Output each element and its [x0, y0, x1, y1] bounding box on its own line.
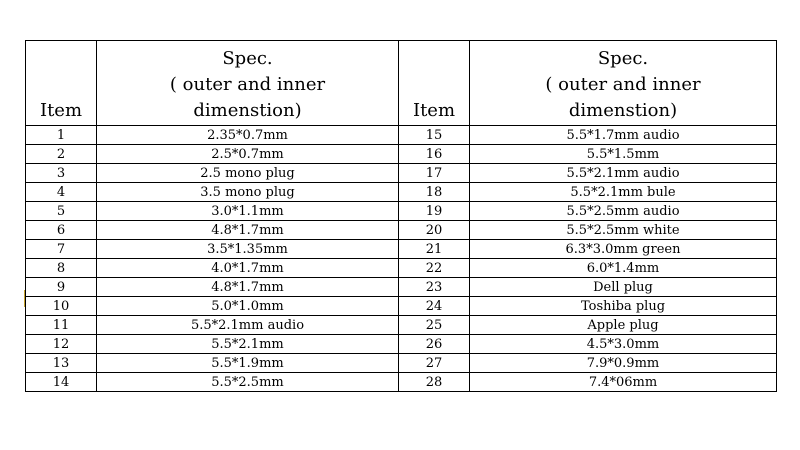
item-cell: 23	[399, 278, 470, 297]
item-cell: 4	[26, 183, 97, 202]
spec-cell: 5.5*2.1mm	[97, 335, 399, 354]
header-spec-line: ( outer and inner	[545, 74, 701, 95]
header-spec-line: ( outer and inner	[169, 74, 326, 95]
spec-cell: 3.0*1.1mm	[97, 202, 399, 221]
spec-cell: 2.5 mono plug	[97, 164, 399, 183]
table-row	[26, 316, 777, 335]
header-spec-line: Spec.	[222, 48, 273, 69]
spec-cell: 5.5*1.7mm audio	[470, 126, 777, 145]
spec-cell: 5.5*2.1mm audio	[470, 164, 777, 183]
item-cell: 5	[26, 202, 97, 221]
table-row	[26, 183, 777, 202]
spec-cell: 2.35*0.7mm	[97, 126, 399, 145]
spec-cell: 5.0*1.0mm	[97, 297, 399, 316]
item-cell: 24	[399, 297, 470, 316]
spec-cell: 4.0*1.7mm	[97, 259, 399, 278]
table-row	[26, 354, 777, 373]
spec-cell: Toshiba plug	[470, 297, 777, 316]
table-row	[26, 202, 777, 221]
table-row	[26, 126, 777, 145]
spec-cell: 5.5*2.5mm audio	[470, 202, 777, 221]
item-cell: 21	[399, 240, 470, 259]
item-cell: 27	[399, 354, 470, 373]
item-cell: 19	[399, 202, 470, 221]
spec-table-body	[26, 41, 777, 392]
spec-cell: 3.5 mono plug	[97, 183, 399, 202]
item-cell: 7	[26, 240, 97, 259]
item-cell: 2	[26, 145, 97, 164]
item-cell: 12	[26, 335, 97, 354]
spec-cell: 7.4*06mm	[470, 373, 777, 392]
item-cell: 9	[26, 278, 97, 297]
item-cell: 17	[399, 164, 470, 183]
header-spec-line: Spec.	[597, 48, 649, 69]
item-cell: 28	[399, 373, 470, 392]
spec-cell: 5.5*1.5mm	[470, 145, 777, 164]
spec-cell: Apple plug	[470, 316, 777, 335]
item-cell: 20	[399, 221, 470, 240]
item-cell: 6	[26, 221, 97, 240]
spec-cell: 7.9*0.9mm	[470, 354, 777, 373]
item-cell: 15	[399, 126, 470, 145]
item-cell: 18	[399, 183, 470, 202]
spec-table	[25, 40, 777, 392]
item-cell: 14	[26, 373, 97, 392]
item-cell: 16	[399, 145, 470, 164]
header-spec-line: dimenstion)	[193, 100, 302, 121]
spec-cell: 4.5*3.0mm	[470, 335, 777, 354]
table-row	[26, 297, 777, 316]
spec-cell: 5.5*2.1mm audio	[97, 316, 399, 335]
spec-cell: 5.5*2.5mm	[97, 373, 399, 392]
spec-cell: 5.5*2.5mm white	[470, 221, 777, 240]
spec-cell: 4.8*1.7mm	[97, 221, 399, 240]
table-row	[26, 373, 777, 392]
table-row	[26, 164, 777, 183]
item-cell: 8	[26, 259, 97, 278]
spec-cell: 5.5*1.9mm	[97, 354, 399, 373]
spec-cell: 5.5*2.1mm bule	[470, 183, 777, 202]
item-cell: 25	[399, 316, 470, 335]
header-spec-left	[97, 41, 399, 126]
spec-cell: 3.5*1.35mm	[97, 240, 399, 259]
table-row	[26, 240, 777, 259]
item-cell: 22	[399, 259, 470, 278]
item-cell: 3	[26, 164, 97, 183]
table-row	[26, 145, 777, 164]
table-row	[26, 278, 777, 297]
table-row	[26, 259, 777, 278]
header-item-right: Item	[399, 41, 470, 126]
header-item-left: Item	[26, 41, 97, 126]
table-header-row	[26, 41, 777, 126]
item-cell: 10	[26, 297, 97, 316]
item-cell: 13	[26, 354, 97, 373]
spec-cell: 2.5*0.7mm	[97, 145, 399, 164]
spec-cell: 4.8*1.7mm	[97, 278, 399, 297]
spec-cell: 6.0*1.4mm	[470, 259, 777, 278]
header-spec-line: dimenstion)	[568, 100, 678, 121]
item-cell: 26	[399, 335, 470, 354]
item-cell: 11	[26, 316, 97, 335]
table-row	[26, 335, 777, 354]
spec-cell: 6.3*3.0mm green	[470, 240, 777, 259]
header-spec-right	[470, 41, 777, 126]
item-cell: 1	[26, 126, 97, 145]
spec-cell: Dell plug	[470, 278, 777, 297]
table-row	[26, 221, 777, 240]
